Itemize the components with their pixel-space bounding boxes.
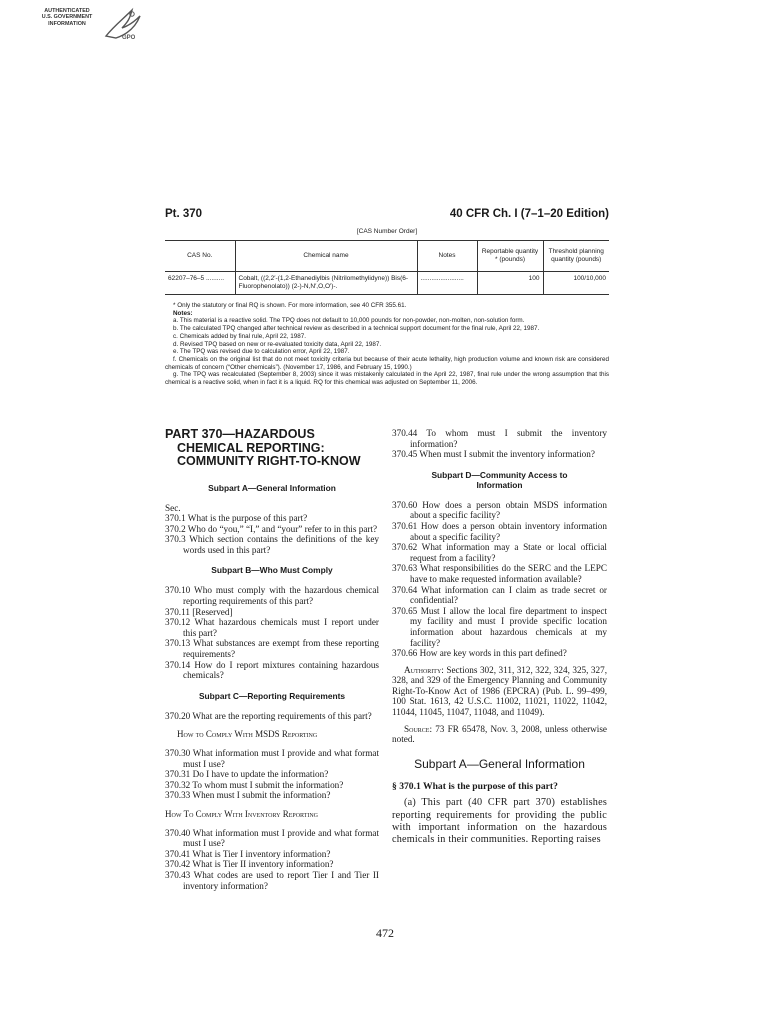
msds-reporting-heading: How to Comply With MSDS Reporting — [177, 729, 318, 740]
cell-rq: 100 — [477, 272, 543, 295]
column-header-rq: Reportable quantity * (pounds) — [477, 241, 543, 272]
toc-item: 370.64 What information can I claim as trade secret or confidential? — [392, 584, 607, 606]
column-header-chemical-name: Chemical name — [235, 241, 417, 272]
subpart-a-main-heading: Subpart A—General Information — [414, 756, 585, 771]
cell-notes: ........................ — [417, 272, 477, 295]
sec-label: Sec. — [165, 502, 181, 513]
toc-item: 370.61 How does a person obtain inventory information about a specific facility? — [392, 520, 607, 542]
toc-item: 370.1 What is the purpose of this part? — [165, 513, 308, 524]
subpart-b-toc-heading: Subpart B—Who Must Comply — [211, 565, 333, 576]
seal-gpo-mark: GPO — [122, 35, 136, 41]
toc-item: 370.43 What codes are used to report Tier I and Tier II inventory information? — [165, 869, 379, 891]
toc-item: 370.42 What is Tier II inventory information? — [165, 859, 334, 870]
gpo-authentication-seal — [34, 6, 146, 46]
cell-tpq: 100/10,000 — [543, 272, 609, 295]
column-header-cas: CAS No. — [165, 241, 235, 272]
column-header-tpq: Threshold planning quantity (pounds) — [543, 241, 609, 272]
cell-chemical-name: Cobalt, ((2,2′-(1,2-Ethanediylbis (Nitrilomethylidyne)) Bis(6-Fluorophenolato)) (2-)-N,N′,O,O′)-. — [235, 272, 417, 295]
column-header-notes: Notes — [417, 241, 477, 272]
toc-item: 370.60 How does a person obtain MSDS information about a specific facility? — [392, 499, 607, 521]
toc-item: 370.2 Who do “you,” “I,” and “your” refer to in this part? — [165, 523, 378, 534]
notes-heading: Notes: — [173, 309, 193, 317]
toc-item: 370.10 Who must comply with the hazardous chemical reporting requirements of this part? — [165, 585, 379, 607]
table-header-row — [165, 241, 609, 272]
toc-item: 370.45 When must I submit the inventory information? — [392, 449, 595, 460]
seal-line-2: U.S. GOVERNMENT — [41, 14, 93, 21]
authority-text: Sections 302, 311, 312, 322, 324, 325, 327, 328, and 329 of the Emergency Planning and Community Right-To-Know Act of 1986 (EPCRA) (Pub. L. 99–499, 100 Stat. 1613, 42 U.S.C. 11002, 11021, 11022, 11042, 11044, 11045, 11047, 11048, and 11049). — [392, 664, 608, 718]
toc-item: 370.20 What are the reporting requirements of this part? — [165, 710, 372, 721]
toc-item: 370.66 How are key words in this part defined? — [392, 648, 567, 659]
right-column — [392, 428, 607, 846]
toc-item: 370.14 How do I report mixtures containing hazardous chemicals? — [165, 659, 379, 681]
source-note — [392, 724, 607, 745]
running-header-left: Pt. 370 — [165, 208, 203, 220]
note-f: f. Chemicals on the original list that do not meet toxicity criteria but because of their acute lethality, high production volume and known risk are considered chemicals of concern (“Other chemicals”). (November 17, 1986, and February 15, 1990.) — [165, 355, 609, 371]
note-star: * Only the statutory or final RQ is shown. For more information, see 40 CFR 355.61. — [173, 302, 407, 309]
source-text: 73 FR 65478, Nov. 3, 2008, unless otherwise noted. — [392, 723, 608, 745]
table-notes — [165, 302, 609, 387]
section-370-1-paragraph-a: (a) This part (40 CFR part 370) establishes reporting requirements for providing the public with important information on the hazardous chemicals in their communities. Reporting raises — [392, 797, 607, 846]
toc-item: 370.63 What responsibilities do the SERC and the LEPC have to make requested information available? — [392, 563, 607, 584]
toc-item: 370.33 When must I submit the information? — [165, 790, 331, 801]
seal-line-1: AUTHENTICATED — [44, 8, 90, 14]
note-g: g. The TPQ was recalculated (September 8, 2003) since it was mistakenly calculated in the April 22, 1987, final rule under the wrong assumption that this chemical is a reactive solid, when in fact it is a liquid. RQ for this chemical was adjusted on September 11, 2006. — [165, 371, 609, 387]
section-370-1-heading: § 370.1 What is the purpose of this part? — [392, 781, 558, 793]
note-d: d. Revised TPQ based on new or re-evaluated toxicity data, April 22, 1987. — [173, 340, 382, 348]
note-e: e. The TPQ was revised due to calculation error, April 22, 1987. — [173, 348, 350, 356]
note-c: c. Chemicals added by final rule, April 22, 1987. — [173, 332, 307, 340]
toc-item: 370.12 What hazardous chemicals must I report under this part? — [165, 617, 379, 638]
note-a: a. This material is a reactive solid. The TPQ does not default to 10,000 pounds for non-powder, non-molten, non-solution form. — [173, 317, 525, 325]
toc-item: 370.11 [Reserved] — [165, 606, 233, 617]
part-heading: PART 370—HAZARDOUS CHEMICAL REPORTING: COMMUNITY RIGHT-TO-KNOW — [165, 427, 361, 468]
subpart-d-toc-heading: Subpart D—Community Access to Information — [431, 469, 568, 490]
authority-label: Authority: — [404, 664, 444, 675]
seal-line-3: INFORMATION — [48, 20, 86, 27]
table-caption: [CAS Number Order] — [356, 228, 418, 235]
source-label: Source: — [404, 723, 432, 734]
subpart-c-toc-heading: Subpart C—Reporting Requirements — [198, 690, 346, 701]
running-header-right: 40 CFR Ch. I (7–1–20 Edition) — [449, 208, 609, 220]
cell-cas: 62207–76–5 .......... — [165, 272, 235, 295]
note-b: b. The calculated TPQ changed after technical review as described in a technical support document for the final rule, April 22, 1987. — [173, 325, 540, 333]
toc-item: 370.30 What information must I provide and what format must I use? — [165, 748, 379, 769]
page-number: 472 — [376, 926, 394, 940]
toc-item: 370.31 Do I have to update the information? — [165, 769, 329, 780]
authority-note — [392, 665, 607, 718]
toc-item: 370.3 Which section contains the definitions of the key words used in this part? — [165, 534, 379, 555]
table-row — [165, 272, 609, 295]
cas-number-table — [165, 240, 609, 295]
toc-item: 370.32 To whom must I submit the information? — [165, 779, 344, 790]
toc-item: 370.62 What information may a State or local official request from a facility? — [392, 542, 607, 563]
toc-item: 370.65 Must I allow the local fire department to inspect my facility and must I provide specific location information about hazardous chemicals at my facility? — [392, 605, 607, 648]
toc-item: 370.13 What substances are exempt from these reporting requirements? — [165, 638, 379, 660]
toc-item: 370.44 To whom must I submit the inventory information? — [392, 428, 607, 449]
subpart-a-toc-heading: Subpart A—General Information — [208, 482, 336, 493]
toc-item: 370.41 What is Tier I inventory information? — [165, 848, 331, 859]
toc-item: 370.40 What information must I provide and what format must I use? — [165, 827, 379, 849]
left-column — [165, 428, 379, 891]
inventory-reporting-heading: How To Comply With Inventory Reporting — [165, 808, 319, 819]
